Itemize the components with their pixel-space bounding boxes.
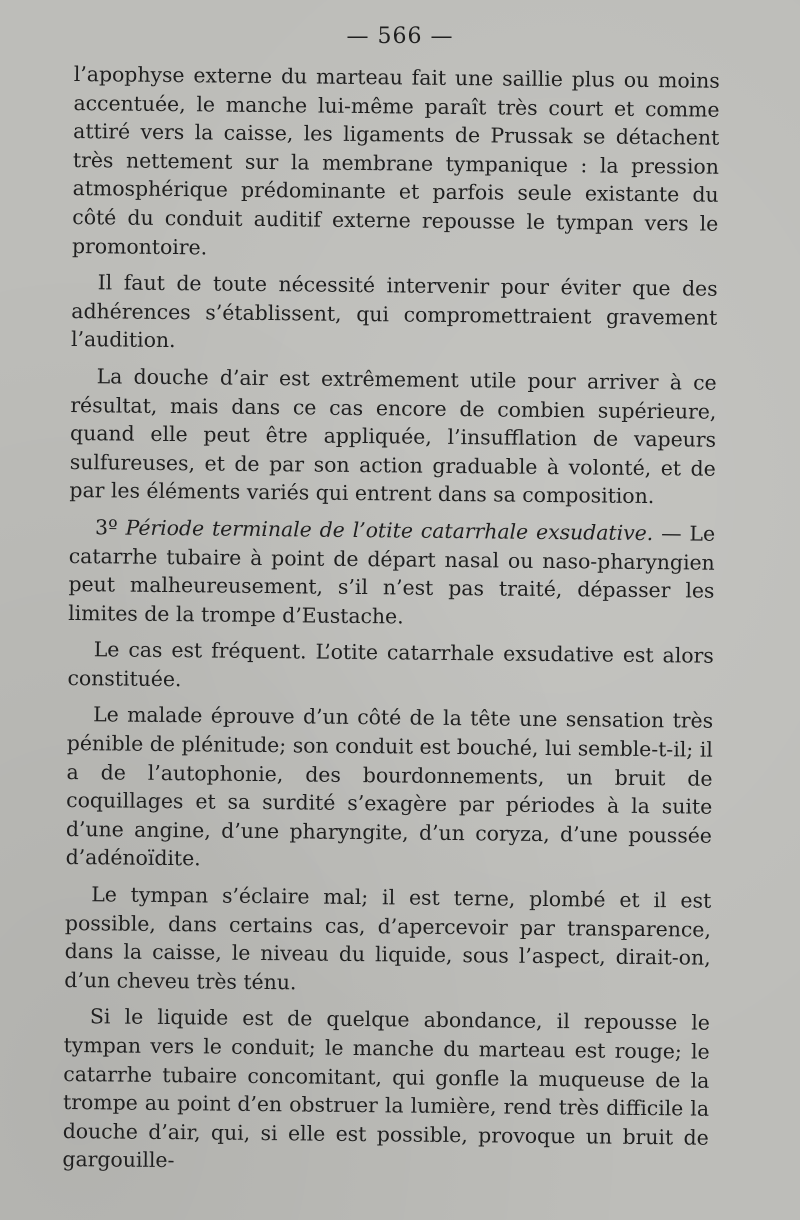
- paragraph-5: Le malade éprouve d’un côté de la tête une sensation très pénible de plénitude; son conduit est bouché, lui semble-t-il; il a de l’autophonie, des bourdonnements, un bruit de coquillages et sa surdité s’exagère par périodes à la suite d’une angine, d’une pharyngite, d’un coryza, d’une poussée d’adénoïdite.: [65, 702, 714, 871]
- paragraph-3: La douche d’air est extrêmement utile pour arriver à ce résultat, mais dans ce cas encore de combien supérieure, quand elle peut être appliquée, l’insufflation de vapeurs sulfureuses, et de par son action graduable à volonté, et de par les éléments variés qui entrent dans sa composition.: [69, 364, 717, 509]
- paragraph-1: l’apophyse externe du marteau fait une saillie plus ou moins accentuée, le manche lui-même paraît très court et comme attiré vers la caisse, les ligaments de Prussak se détachent très nettement sur la membrane tympanique : la pression atmosphérique prédominante et parfois seule existante du côté du conduit auditif externe repousse le tympan vers le promontoire.: [71, 61, 720, 259]
- paragraph-2: Il faut de toute nécessité intervenir pour éviter que des adhérences s’établissent, qui compromettraient gravement l’audition.: [70, 270, 718, 353]
- paragraph-4: Le cas est fréquent. L’otite catarrhale exsudative est alors constituée.: [67, 637, 714, 692]
- section-paragraph: [68, 513, 715, 634]
- paragraph-6: Le tympan s’éclaire mal; il est terne, plombé et il est possible, dans certains cas, d’apercevoir par transparence, dans la caisse, le niveau du liquide, sous l’aspect, dirait-on, d’un cheveu très ténu.: [64, 882, 712, 995]
- section-text: — Le catarrhe tubaire à point de départ nasal ou naso-pharyngien peut malheureusement, s’il n’est pas traité, dépasser les limites de la trompe d’Eustache.: [68, 521, 716, 629]
- page-number: — 566 —: [346, 24, 454, 49]
- paragraph-7: Si le liquide est de quelque abondance, il repousse le tympan vers le conduit; le manche du marteau est rouge; le catarrhe tubaire concomitant, qui gonfle la muqueuse de la trompe au point d’en obstruer la lumière, rend très difficile la douche d’air, qui, si elle est possible, provoque un bruit de gargouille-: [62, 1004, 711, 1173]
- body-text: [62, 60, 720, 1189]
- section-title: Période terminale de l’otite catarrhale exsudative.: [125, 515, 654, 545]
- section-number: 3º: [94, 515, 118, 540]
